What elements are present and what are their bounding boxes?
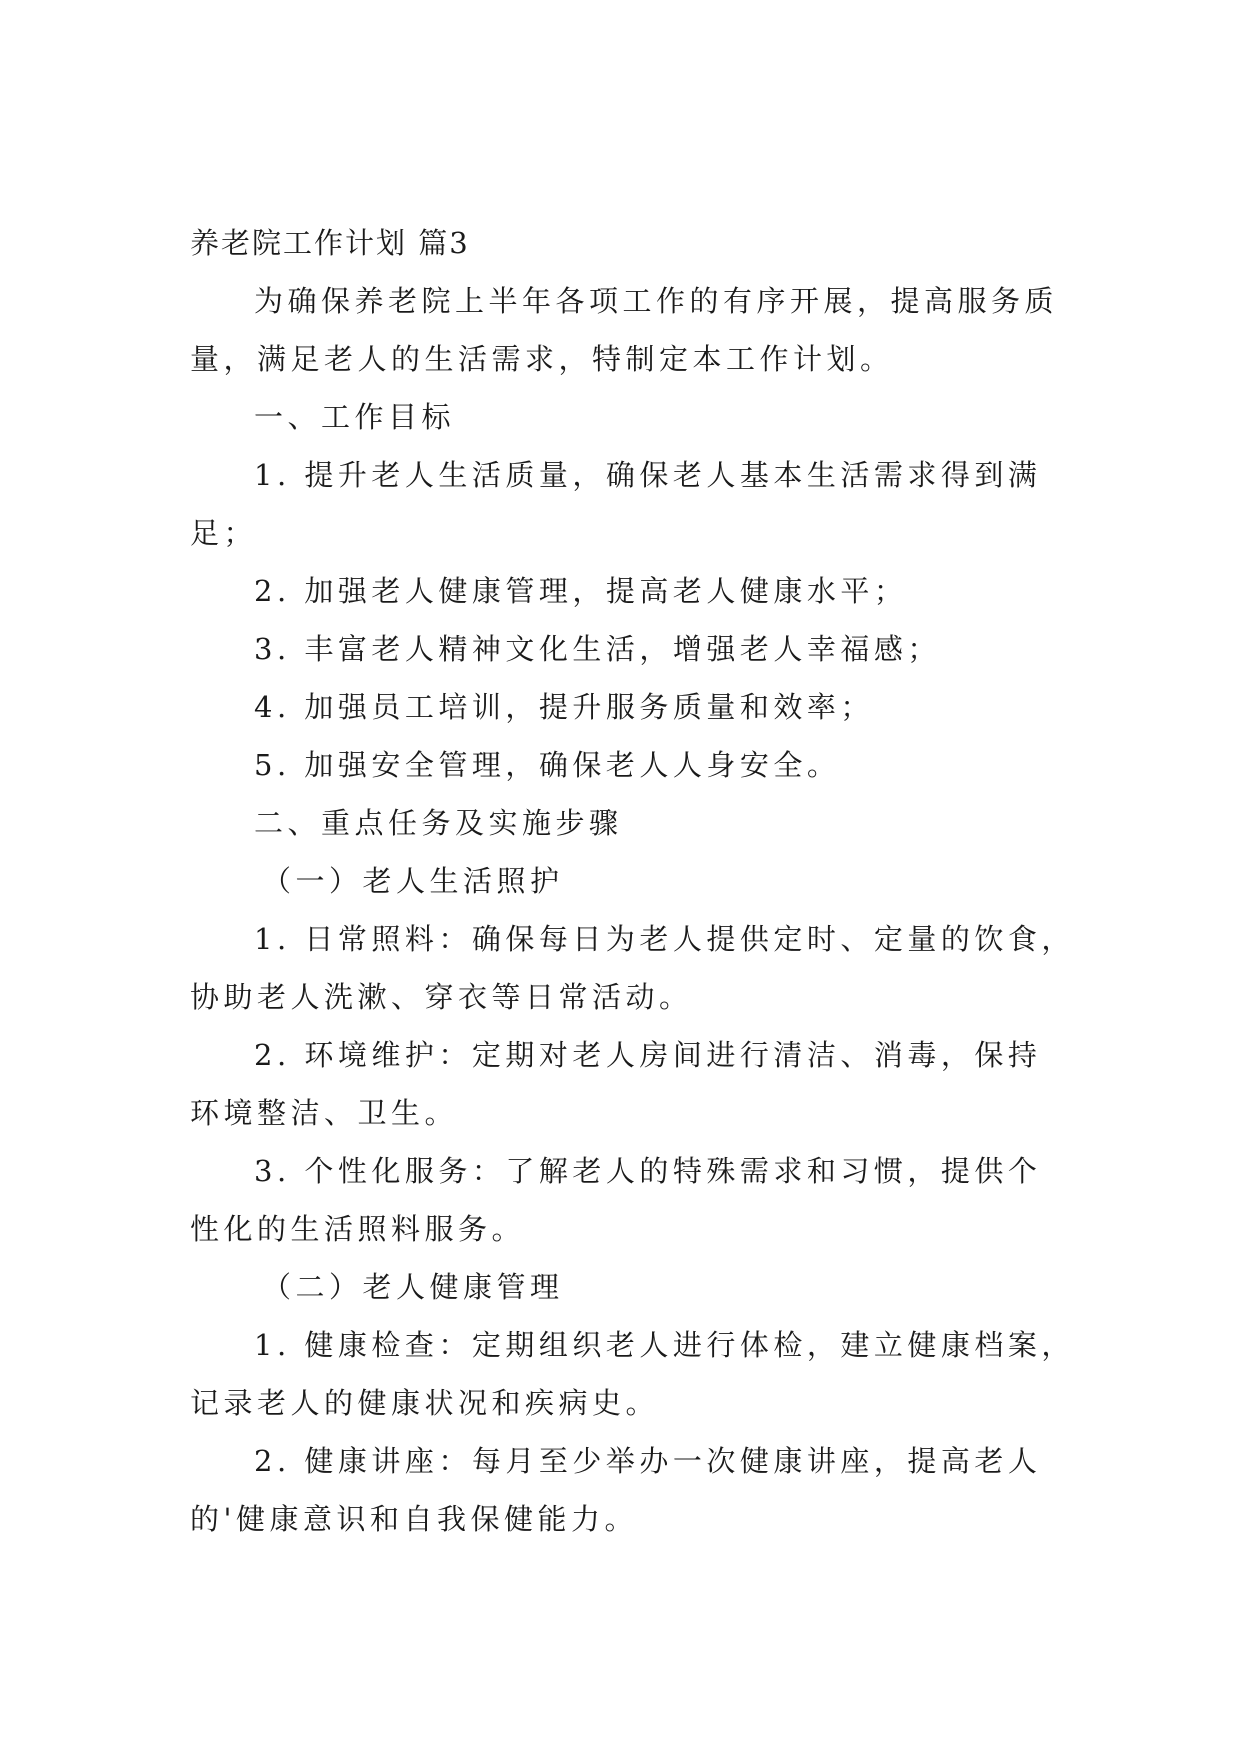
list-item: 1. 提升老人生活质量，确保老人基本生活需求得到满 — [254, 458, 1042, 492]
list-item: 3. 个性化服务：了解老人的特殊需求和习惯，提供个 — [254, 1154, 1042, 1188]
paragraph-line: 为确保养老院上半年各项工作的有序开展，提高服务质 — [254, 284, 1059, 318]
list-item: 1. 健康检查：定期组织老人进行体检，建立健康档案， — [254, 1328, 1075, 1362]
list-item: 5. 加强安全管理，确保老人人身安全。 — [254, 748, 841, 782]
list-item: 2. 健康讲座：每月至少举办一次健康讲座，提高老人 — [254, 1444, 1042, 1478]
section-heading: 二、重点任务及实施步骤 — [254, 806, 623, 840]
document-body — [190, 214, 1075, 1548]
subsection-heading: （一）老人生活照护 — [262, 864, 564, 898]
list-item-continuation: 足； — [190, 516, 258, 550]
list-item-continuation: 性化的生活照料服务。 — [190, 1212, 526, 1246]
list-item-continuation: 协助老人洗漱、穿衣等日常活动。 — [190, 980, 693, 1014]
list-item-continuation: 环境整洁、卫生。 — [190, 1096, 459, 1130]
list-item-continuation: 记录老人的健康状况和疾病史。 — [190, 1386, 660, 1420]
list-item-continuation: 的'健康意识和自我保健能力。 — [190, 1502, 638, 1536]
paragraph-line: 量，满足老人的生活需求，特制定本工作计划。 — [190, 342, 894, 376]
list-item: 3. 丰富老人精神文化生活，增强老人幸福感； — [254, 632, 941, 666]
list-item: 2. 加强老人健康管理，提高老人健康水平； — [254, 574, 908, 608]
subsection-heading: （二）老人健康管理 — [262, 1270, 564, 1304]
section-heading: 一、工作目标 — [254, 400, 456, 434]
list-item: 4. 加强员工培训，提升服务质量和效率； — [254, 690, 874, 724]
document-title: 养老院工作计划 篇3 — [190, 226, 470, 260]
list-item: 2. 环境维护：定期对老人房间进行清洁、消毒，保持 — [254, 1038, 1042, 1072]
list-item: 1. 日常照料：确保每日为老人提供定时、定量的饮食， — [254, 922, 1075, 956]
